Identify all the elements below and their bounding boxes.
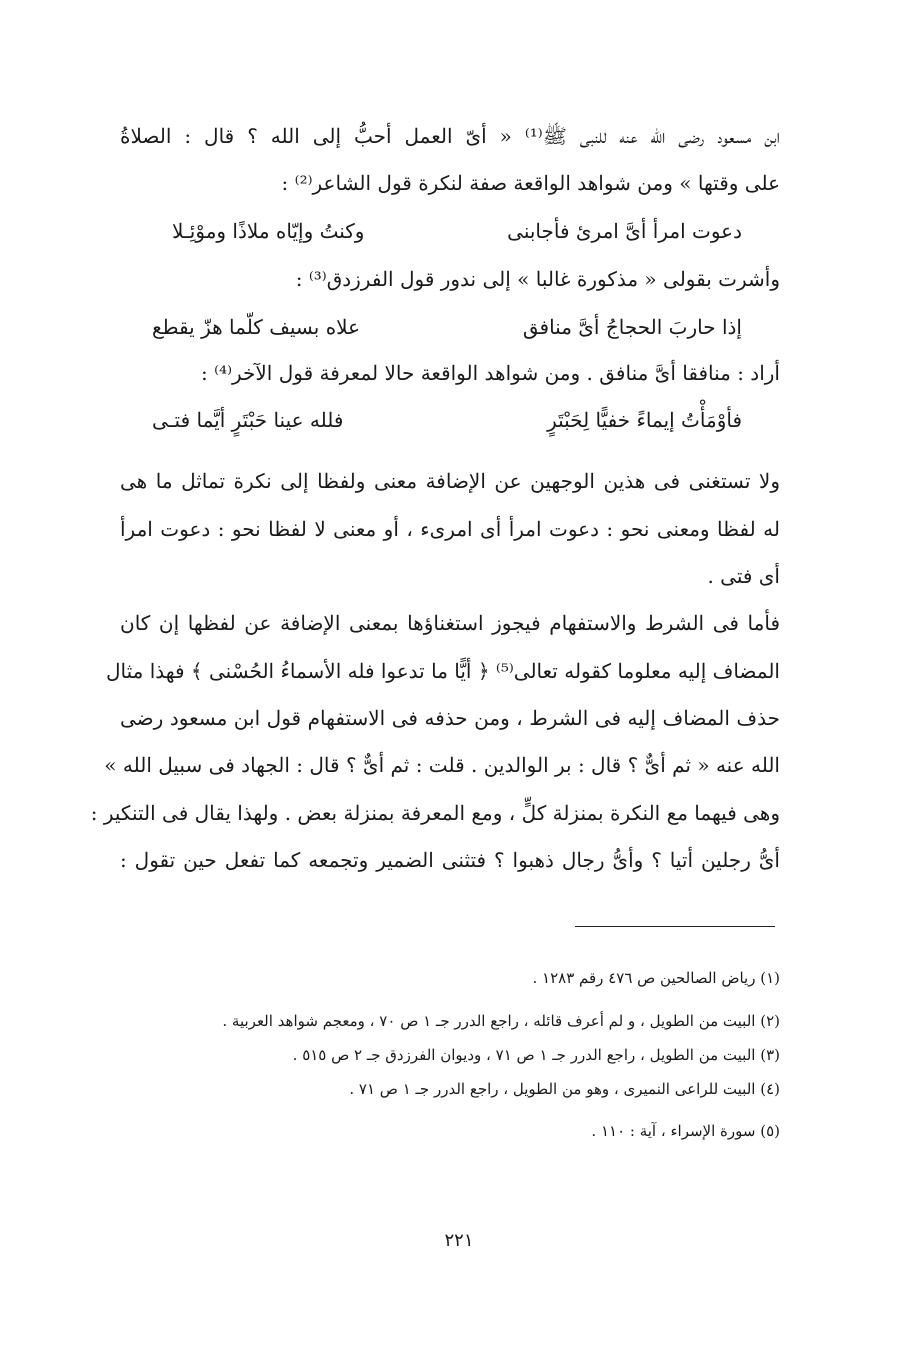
body-line-3: وأشرت بقولى « مذكورة غالبا » إلى ندور قول الفرزدق⁽³⁾ : bbox=[295, 267, 780, 291]
body-line-7: أى فتى . bbox=[707, 564, 780, 588]
body-line-1: ابن مسعود رضى الله عنه للنبى ﷺ⁽¹⁾ « أىّ العمل أحبُّ إلى الله ؟ قال : الصلاةُ bbox=[120, 124, 780, 148]
footnote-1: (١) رياض الصالحين ص ٤٧٦ رقم ١٢٨٣ . bbox=[532, 969, 780, 987]
page-number: ٢٢١ bbox=[444, 1230, 474, 1251]
body-line-6: له لفظا ومعنى نحو : دعوت امرأ أى امرىء ، أو معنى لا لفظا نحو : دعوت امرأ bbox=[120, 517, 780, 541]
footnote-4: (٤) البيت للراعى النميرى ، وهو من الطويل ، راجع الدرر جـ ١ ص ٧١ . bbox=[349, 1080, 780, 1098]
verse-2-second-hemistich: علاه بسيف كلّما هزّ يقطع bbox=[152, 315, 361, 339]
footnote-separator bbox=[575, 926, 775, 927]
body-line-5: ولا تستغنى فى هذين الوجهين عن الإضافة معنى ولفظا إلى نكرة تماثل ما هى bbox=[120, 469, 780, 493]
body-line-12: وهى فيهما مع النكرة بمنزلة كلٍّ ، ومع المعرفة بمنزلة بعض . ولهذا يقال فى التنكير : bbox=[90, 801, 780, 825]
body-line-13: أىُّ رجلين أتيا ؟ وأىُّ رجال ذهبوا ؟ فتثنى الضمير وتجمعه كما تفعل حين تقول : bbox=[120, 848, 780, 872]
footnote-5: (٥) سورة الإسراء ، آية : ١١٠ . bbox=[591, 1122, 780, 1140]
verse-3-second-hemistich: فلله عينا حَبْتَرٍ أيَّما فتـى bbox=[152, 408, 344, 432]
footnote-3: (٣) البيت من الطويل ، راجع الدرر جـ ١ ص ٧١ ، وديوان الفرزدق جـ ٢ ص ٥١٥ . bbox=[292, 1046, 780, 1064]
verse-1-first-hemistich: دعوت امرأ أىَّ امرئ فأجابنى bbox=[507, 219, 742, 243]
body-line-2: على وقتها » ومن شواهد الواقعة صفة لنكرة قول الشاعر⁽²⁾ : bbox=[281, 171, 780, 195]
body-line-10: حذف المضاف إليه فى الشرط ، ومن حذفه فى الاستفهام قول ابن مسعود رضى bbox=[120, 706, 780, 730]
body-line-9: المضاف إليه معلوما كقوله تعالى⁽⁵⁾ ﴿ أيًّا ما تدعوا فله الأسماءُ الحُسْنى ﴾ فهذا مثال bbox=[106, 659, 780, 683]
body-line-11: الله عنه « ثم أىٌّ ؟ قال : بر الوالدين . قلت : ثم أىٌّ ؟ قال : الجهاد فى سبيل الله » bbox=[104, 753, 780, 777]
verse-1-second-hemistich: وكنتُ وإيّاه ملاذًا وموْئِـلا bbox=[172, 219, 365, 243]
body-line-8: فأما فى الشرط والاستفهام فيجوز استغناؤها بمعنى الإضافة عن لفظها إن كان bbox=[120, 611, 780, 635]
verse-3-first-hemistich: فأوْمَأْتُ إيماءً خفيًّا لِحَبْتَرٍ bbox=[547, 408, 742, 432]
footnote-2: (٢) البيت من الطويل ، و لم أعرف قائله ، راجع الدرر جـ ١ ص ٧٠ ، ومعجم شواهد العربية . bbox=[222, 1012, 780, 1030]
body-line-4: أراد : منافقا أىَّ منافق . ومن شواهد الواقعة حالا لمعرفة قول الآخر⁽⁴⁾ : bbox=[201, 361, 780, 385]
verse-2-first-hemistich: إذا حاربَ الحجاجُ أىَّ منافق bbox=[522, 315, 742, 339]
